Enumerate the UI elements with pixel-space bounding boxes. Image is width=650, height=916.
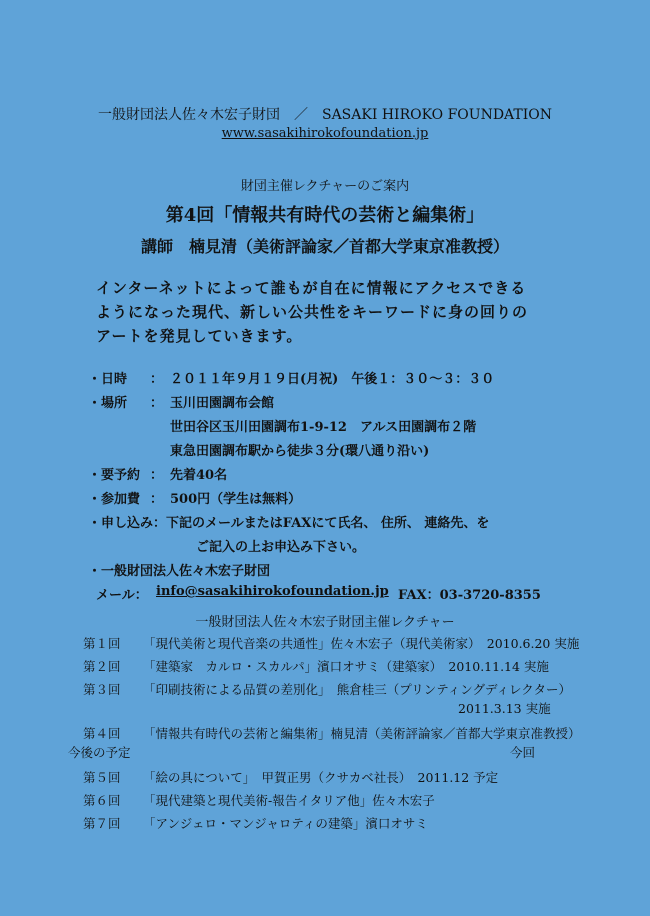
future-schedule-label: 今後の予定 xyxy=(68,745,131,760)
fee-colon: ： xyxy=(150,492,164,507)
lecture-entry: 「絵の具について」 甲賀正男（クサカベ社長） 2011.12 予定 xyxy=(143,770,499,785)
place-colon: ： xyxy=(150,396,164,411)
apply-line-1: ・申し込み：下記のメールまたはFAXにて氏名、 住所、 連絡先、を xyxy=(88,516,490,531)
foundation-header: 一般財団法人佐々木宏子財団 ／ SASAKI HIROKO FOUNDATION xyxy=(97,107,552,123)
lecture-entry: 「印刷技術による品質の差別化」 熊倉桂三（プリンティングディレクター） xyxy=(143,682,572,697)
place-access: 東急田園調布駅から徒歩３分(環八通り沿い) xyxy=(170,444,430,459)
mail-link[interactable]: info@sasakihirokofoundation.jp xyxy=(156,584,389,599)
place-name: 玉川田園調布会館 xyxy=(170,396,275,411)
lecture-3-date: 2011.3.13 実施 xyxy=(458,701,551,716)
description-line-1: インターネットによって誰もが自在に情報にアクセスできる xyxy=(96,279,527,297)
description-line-3: アートを発見していきます。 xyxy=(96,327,303,345)
lecture-number: 第６回 xyxy=(83,793,121,808)
description-line-2: ようになった現代、新しい公共性をキーワードに身の回りの xyxy=(96,303,529,321)
lecture-number: 第１回 xyxy=(83,636,121,651)
lecture-subtitle: 財団主催レクチャーのご案内 xyxy=(240,179,410,194)
reservation-value: 先着40名 xyxy=(170,468,228,483)
lecture-entry: 「建築家 カルロ・スカルパ」濱口オサミ（建築家） 2010.11.14 実施 xyxy=(143,659,549,674)
fee-label: ・参加費 xyxy=(88,492,141,507)
fee-value: 500円（学生は無料） xyxy=(170,492,302,507)
lecture-entry: 「情報共有時代の芸術と編集術」楠見清（美術評論家／首都大学東京准教授） xyxy=(143,726,581,741)
lecture-number: 第５回 xyxy=(83,770,121,785)
lecture-number: 第４回 xyxy=(83,726,121,741)
lecture-number: 第３回 xyxy=(83,682,121,697)
date-label: ・日時 xyxy=(88,372,128,387)
lecture-4-status: 今回 xyxy=(510,745,536,760)
reservation-label: ・要予約 xyxy=(88,468,141,483)
mail-label: メール： xyxy=(96,588,148,603)
lecture-history-title: 一般財団法人佐々木宏子財団主催レクチャー xyxy=(195,615,455,630)
lecturer-name: 講師 楠見清（美術評論家／首都大学東京准教授） xyxy=(140,237,509,256)
lecture-number: 第７回 xyxy=(83,816,121,831)
lecture-title: 第4回「情報共有時代の芸術と編集術」 xyxy=(165,205,485,226)
place-address: 世田谷区玉川田園調布1-9-12 アルス田園調布２階 xyxy=(170,420,477,435)
reservation-colon: ： xyxy=(150,468,164,483)
lecture-number: 第２回 xyxy=(83,659,121,674)
lecture-entry: 「現代美術と現代音楽の共通性」佐々木宏子（現代美術家） 2010.6.20 実施 xyxy=(143,636,580,651)
place-label: ・場所 xyxy=(88,396,128,411)
website-link[interactable]: www.sasakihirokofoundation.jp xyxy=(221,126,429,141)
organizer-label: ・一般財団法人佐々木宏子財団 xyxy=(88,564,271,579)
lecture-entry: 「現代建築と現代美術-報告イタリア他」佐々木宏子 xyxy=(143,793,435,808)
lecture-entry: 「アンジェロ・マンジャロティの建築」濱口オサミ xyxy=(143,816,428,831)
date-value: ２０１１年９月１９日(月祝) 午後１：３０～３：３０ xyxy=(170,372,495,387)
fax-number: FAX：03-3720-8355 xyxy=(398,588,541,603)
date-colon: ： xyxy=(150,372,164,387)
apply-line-2: ご記入の上お申込み下さい。 xyxy=(196,540,366,555)
